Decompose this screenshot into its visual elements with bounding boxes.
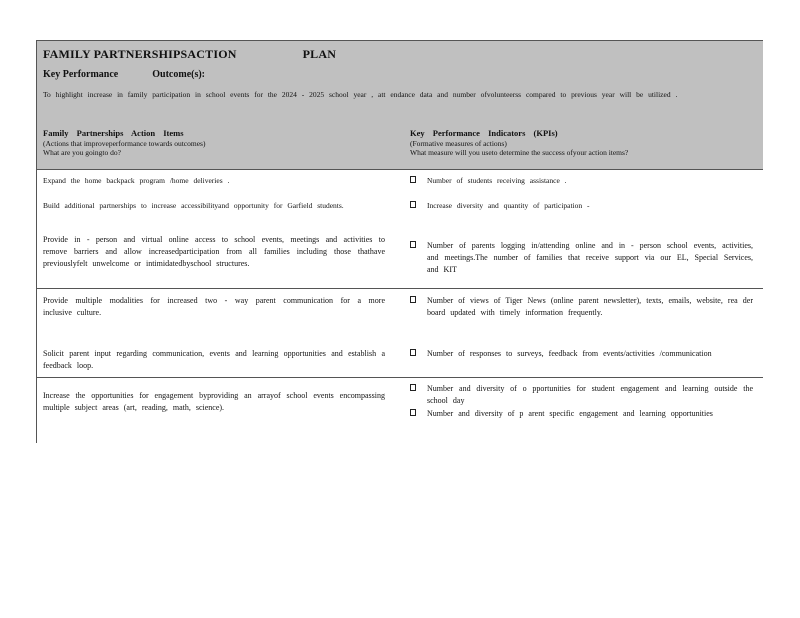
action-plan-document <box>36 40 763 443</box>
title-plan: PLAN <box>302 47 337 61</box>
action-item: Increase the opportunities for engagement byproviding an arrayof school events encompassing multiple subject areas (art, reading, math, science). <box>43 391 385 412</box>
kpo-label: Key Performance <box>43 69 119 80</box>
column-question-kpis: What measure will you useto determine the success ofyour action items? <box>410 148 629 157</box>
checkbox-bullet-icon <box>410 295 416 306</box>
action-item: Provide multiple modalities for increased two - way parent communication for a more inclusive culture. <box>43 296 385 317</box>
column-header-action-items <box>43 129 373 158</box>
section-engagement <box>37 378 763 443</box>
kpi-item: Number and diversity of p arent specific engagement and learning opportunities <box>427 409 713 418</box>
column-title-kpis: Key Performance Indicators (KPIs) <box>410 128 558 138</box>
checkbox-bullet-icon <box>410 408 416 419</box>
column-subtitle-action-items: (Actions that improveperformance towards outcomes) <box>43 138 206 148</box>
column-subtitle-kpis: (Formative measures of actions) <box>410 138 507 148</box>
kpi-item: Number and diversity of o pportunities for student engagement and learning outside the school day <box>427 384 753 405</box>
action-item: Build additional partnerships to increase accessibilityand opportunity for Garfield students. <box>43 201 344 210</box>
checkbox-bullet-icon <box>410 240 416 251</box>
action-item: Expand the home backpack program /home deliveries . <box>43 176 230 185</box>
checkbox-bullet-icon <box>410 383 416 394</box>
title-main: FAMILY PARTNERSHIPSACTION <box>43 47 237 61</box>
column-header-kpis <box>410 129 750 158</box>
kpi-item: Number of views of Tiger News (online parent newsletter), texts, emails, website, rea der board updated with timely information frequently. <box>427 296 753 317</box>
column-question-action-items: What are you goingto do? <box>43 148 121 157</box>
action-item: Solicit parent input regarding communication, events and learning opportunities and establish a feedback loop. <box>43 349 385 370</box>
plan-title <box>43 47 336 62</box>
section-access <box>37 170 763 289</box>
kpi-item: Number of students receiving assistance . <box>427 176 567 185</box>
action-item: Provide in - person and virtual online access to school events, meetings and activities to remove barriers and allow increasedparticipation from all families including those thathave previouslyfelt unwelcome or intimidatedbyschool structures. <box>43 235 385 268</box>
column-title-action-items: Family Partnerships Action Items <box>43 128 184 138</box>
kpi-item: Increase diversity and quantity of participation - <box>427 201 590 210</box>
kpi-item: Number of responses to surveys, feedback from events/activities /communication <box>427 349 712 358</box>
checkbox-bullet-icon <box>410 200 416 211</box>
kpi-item: Number of parents logging in/attending online and in - person school events, activities, and meetings.The number of families that receive support via our EL, Special Services, and KIT <box>427 241 753 274</box>
key-performance-outcomes-label <box>43 69 205 80</box>
kpo-label-2: Outcome(s): <box>152 69 206 80</box>
checkbox-bullet-icon <box>410 348 416 359</box>
checkbox-bullet-icon <box>410 175 416 186</box>
section-communication <box>37 289 763 378</box>
plan-header <box>37 41 763 170</box>
outcome-statement: To highlight increase in family participation in school events for the 2024 - 2025 school year , att endance data and number ofvolunteerss compared to previous year will be utilized . <box>43 90 678 99</box>
